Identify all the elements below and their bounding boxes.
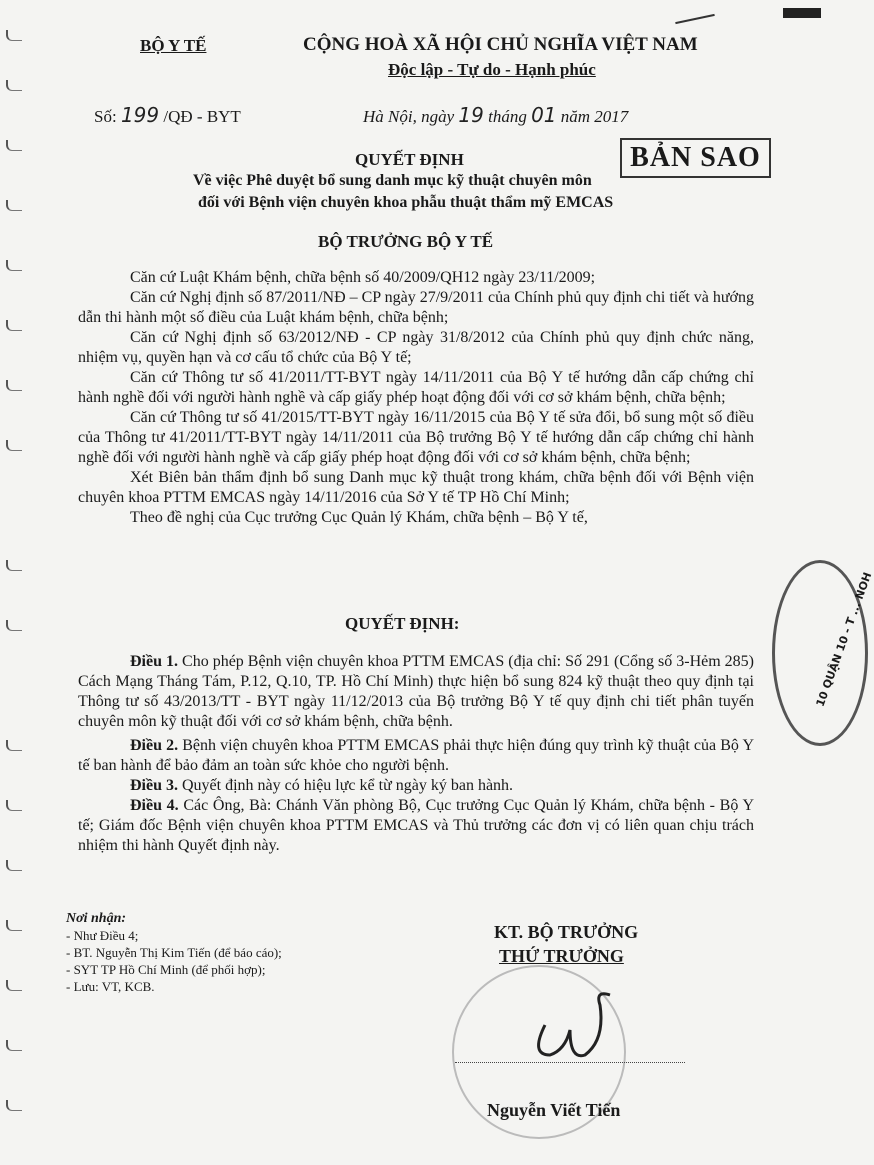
article-label: Điều 1. [130, 653, 179, 670]
recipients-block [66, 910, 282, 995]
recipient-item: - Như Điều 4; [66, 928, 139, 943]
article-label: Điều 3. [130, 777, 178, 794]
article-4 [78, 796, 754, 856]
article-text: Bệnh viện chuyên khoa PTTM EMCAS phải thực hiện đúng quy trình kỹ thuật của Bộ Y tế ban hành để bảo đảm an toàn sức khỏe cho người bệnh. [78, 737, 755, 774]
basis-item: Căn cứ Nghị định số 87/2011/NĐ – CP ngày 27/9/2011 của Chính phủ quy định chi tiết và hướng dẫn thi hành một số điều của Luật khám bệnh, chữa bệnh; [78, 289, 754, 326]
article-text: Các Ông, Bà: Chánh Văn phòng Bộ, Cục trưởng Cục Quản lý Khám, chữa bệnh - Bộ Y tế; Giám đốc Bệnh viện chuyên khoa PTTM EMCAS và Thủ trưởng các đơn vị có liên quan chịu trách nhiệm thi hành Quyết định này. [78, 797, 754, 854]
issuing-authority: BỘ TRƯỞNG BỘ Y TẾ [318, 232, 494, 251]
number-suffix: /QĐ - BYT [163, 107, 241, 126]
basis-item: Theo đề nghị của Cục trưởng Cục Quản lý Khám, chữa bệnh – Bộ Y tế, [130, 509, 588, 526]
document-date [363, 103, 628, 127]
ministry-name: BỘ Y TẾ [140, 36, 207, 55]
date-year: năm 2017 [560, 107, 629, 126]
legal-bases [78, 268, 754, 528]
binding-holes [0, 0, 30, 1165]
article-label: Điều 4. [130, 797, 179, 814]
date-prefix: Hà Nội, ngày [363, 107, 455, 126]
signer-on-behalf: KT. BỘ TRƯỞNG [494, 922, 639, 942]
basis-item: Căn cứ Thông tư số 41/2011/TT-BYT ngày 14/11/2011 của Bộ Y tế hướng dẫn cấp chứng chỉ hành nghề đối với người hành nghề và cấp giấy phép hoạt động đối với cơ sở khám bệnh, chữa bệnh; [78, 369, 754, 406]
basis-item: Căn cứ Luật Khám bệnh, chữa bệnh số 40/2009/QH12 ngày 23/11/2009; [130, 269, 596, 286]
pen-mark [675, 14, 715, 24]
article-1 [78, 652, 754, 732]
date-month-label: tháng [488, 107, 527, 126]
number-prefix: Số: [94, 107, 117, 126]
recipient-item: - Lưu: VT, KCB. [66, 979, 155, 994]
decision-subject-line1: Về việc Phê duyệt bổ sung danh mục kỹ thuật chuyên môn [193, 172, 592, 189]
article-2 [78, 736, 754, 776]
signer-position: THỨ TRƯỞNG [499, 946, 624, 966]
scan-edge-mark [783, 8, 821, 18]
date-month-handwritten: 01 [531, 103, 557, 127]
basis-item: Căn cứ Thông tư số 41/2015/TT-BYT ngày 16/11/2015 của Bộ Y tế sửa đổi, bổ sung một số điều của Thông tư 41/2011/TT-BYT ngày 14/11/2011 của Bộ trưởng Bộ Y tế hướng dẫn cấp chứng chỉ hành nghề đối với người hành nghề và cấp giấy phép hoạt động đối với cơ sở khám bệnh, chữa bệnh; [78, 409, 754, 466]
recipients-heading: Nơi nhận: [66, 911, 127, 926]
decision-title: QUYẾT ĐỊNH [355, 150, 464, 169]
signature-line [455, 1062, 685, 1063]
side-seal-text: 10 QUẬN 10 - T ... NOH [813, 570, 874, 709]
decision-heading: QUYẾT ĐỊNH: [345, 614, 460, 633]
article-text: Quyết định này có hiệu lực kể từ ngày ký ban hành. [178, 777, 514, 794]
article-text: Cho phép Bệnh viện chuyên khoa PTTM EMCAS (địa chỉ: Số 291 (Cổng số 3-Hẻm 285) Cách Mạng Tháng Tám, P.12, Q.10, TP. Hồ Chí Minh) thực hiện bổ sung 824 kỹ thuật theo quy định tại Thông tư số 43/2013/TT - BYT ngày 11/12/2013 của Bộ trưởng Bộ Y tế quy định chi tiết phân tuyến chuyên môn kỹ thuật đối với cơ sở khám bệnh, chữa bệnh. [78, 653, 755, 730]
number-handwritten: 199 [120, 103, 160, 127]
decision-subject-line2: đối với Bệnh viện chuyên khoa phẫu thuật thẩm mỹ EMCAS [198, 194, 614, 211]
basis-item: Xét Biên bản thẩm định bổ sung Danh mục kỹ thuật trong khám, chữa bệnh đối với Bệnh viện chuyên khoa PTTM EMCAS ngày 14/11/2016 của Sở Y tế TP Hồ Chí Minh; [78, 469, 754, 506]
document-number [94, 103, 241, 127]
article-label: Điều 2. [130, 737, 179, 754]
recipient-item: - BT. Nguyễn Thị Kim Tiến (để báo cáo); [66, 945, 282, 960]
date-day-handwritten: 19 [458, 103, 484, 127]
motto: Độc lập - Tự do - Hạnh phúc [388, 60, 596, 79]
articles [78, 652, 754, 856]
article-3 [78, 776, 754, 796]
side-seal [772, 560, 874, 746]
recipient-item: - SYT TP Hồ Chí Minh (để phối hợp); [66, 962, 266, 977]
country-name: CỘNG HOÀ XÃ HỘI CHỦ NGHĨA VIỆT NAM [303, 34, 698, 55]
copy-stamp: BẢN SAO [620, 138, 771, 178]
signer-name: Nguyễn Viết Tiến [487, 1100, 621, 1120]
basis-item: Căn cứ Nghị định số 63/2012/NĐ - CP ngày 31/8/2012 của Chính phủ quy định chức năng, nhiệm vụ, quyền hạn và cơ cấu tổ chức của Bộ Y tế; [78, 329, 754, 366]
